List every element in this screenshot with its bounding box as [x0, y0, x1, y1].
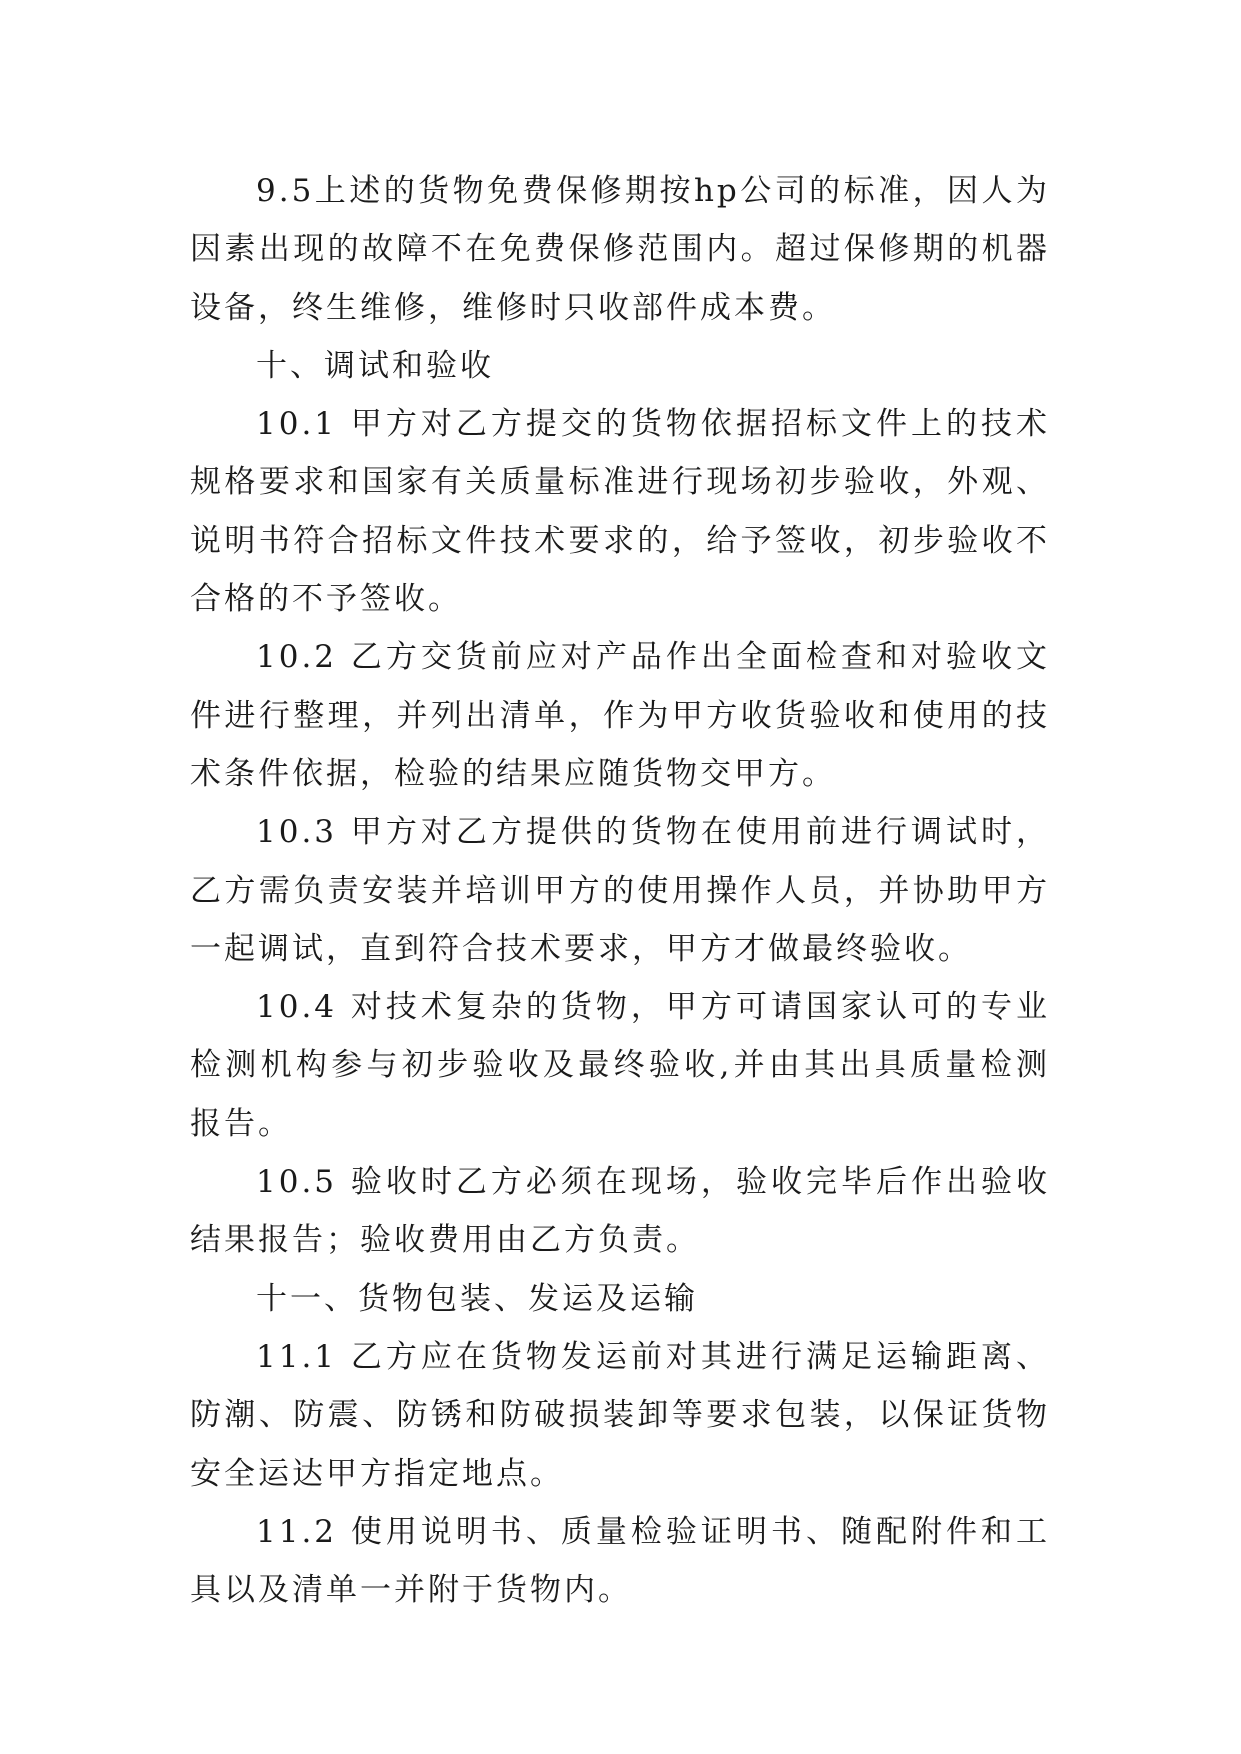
clause-9-5: 9.5上述的货物免费保修期按hp公司的标准，因人为因素出现的故障不在免费保修范围内。超过保修期的机器设备，终生维修，维修时只收部件成本费。: [190, 173, 1050, 326]
clause-10-3: 10.3 甲方对乙方提供的货物在使用前进行调试时，乙方需负责安装并培训甲方的使用操作人员，并协助甲方一起调试，直到符合技术要求，甲方才做最终验收。: [190, 814, 1050, 967]
clause-10-4: 10.4 对技术复杂的货物，甲方可请国家认可的专业检测机构参与初步验收及最终验收,并由其出具质量检测报告。: [190, 989, 1050, 1142]
clause-11-2: 11.2 使用说明书、质量检验证明书、随配附件和工具以及清单一并附于货物内。: [190, 1513, 1050, 1609]
section-heading-11: 十一、货物包装、发运及运输: [256, 1280, 698, 1317]
clause-10-2: 10.2 乙方交货前应对产品作出全面检查和对验收文件进行整理，并列出清单，作为甲方收货验收和使用的技术条件依据，检验的结果应随货物交甲方。: [190, 639, 1050, 792]
section-heading-10: 十、调试和验收: [256, 347, 494, 384]
clause-10-1: 10.1 甲方对乙方提交的货物依据招标文件上的技术规格要求和国家有关质量标准进行现场初步验收，外观、说明书符合招标文件技术要求的，给予签收，初步验收不合格的不予签收。: [190, 406, 1050, 618]
clause-10-5: 10.5 验收时乙方必须在现场，验收完毕后作出验收结果报告；验收费用由乙方负责。: [190, 1164, 1050, 1259]
document-body: [190, 162, 1050, 1619]
clause-11-1: 11.1 乙方应在货物发运前对其进行满足运输距离、防潮、防震、防锈和防破损装卸等要求包装，以保证货物安全运达甲方指定地点。: [190, 1338, 1050, 1492]
